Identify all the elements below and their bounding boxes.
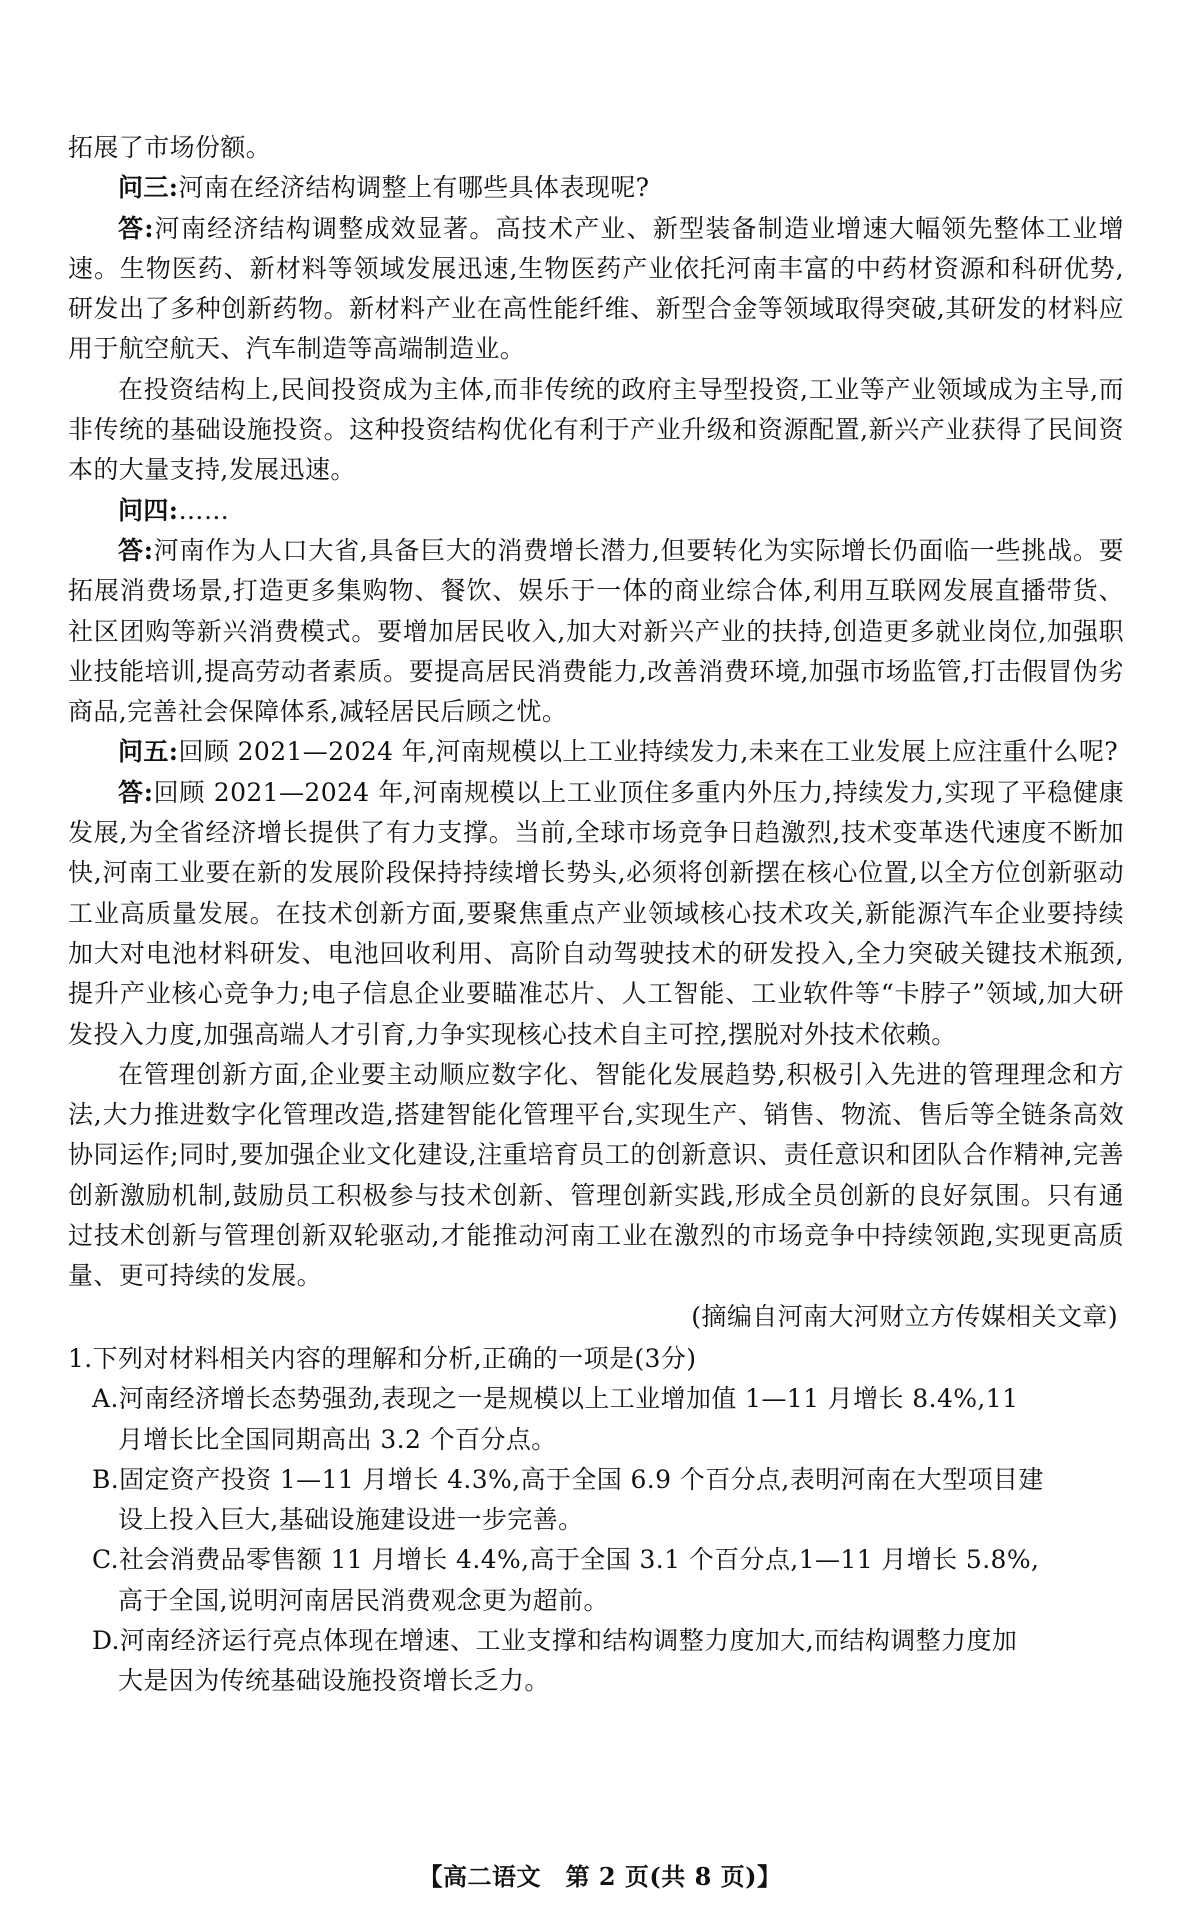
answer-five-label: 答: — [118, 777, 154, 807]
answer-three-label: 答: — [118, 213, 154, 243]
option-c — [68, 1540, 1124, 1621]
option-b-line2: 设上投入巨大,基础设施建设进一步完善。 — [118, 1505, 584, 1535]
article-body — [68, 128, 1124, 1702]
question-three — [68, 168, 1124, 208]
question-five-text: 回顾 2021—2024 年,河南规模以上工业持续发力,未来在工业发展上应注重什么呢? — [178, 737, 1119, 767]
question-four-text: …… — [178, 495, 230, 525]
option-b-line1: B.固定资产投资 1—11 月增长 4.3%,高于全国 6.9 个百分点,表明河南在大型项目建 — [92, 1464, 1044, 1494]
answer-three — [68, 209, 1124, 370]
source-citation: (摘编自河南大河财立方传媒相关文章) — [691, 1301, 1118, 1331]
answer-three-text: 河南经济结构调整成效显著。高技术产业、新型装备制造业增速大幅领先整体工业增速。生物医药、新材料等领域发展迅速,生物医药产业依托河南丰富的中药材资源和科研优势,研发出了多种创新药物。新材料产业在高性能纤维、新型合金等领域取得突破,其研发的材料应用于航空航天、汽车制造等高端制造业。 — [68, 213, 1124, 364]
question-five-label: 问五: — [118, 737, 179, 767]
option-d-line2: 大是因为传统基础设施投资增长乏力。 — [118, 1666, 550, 1696]
page-footer: 【高二语文 第 2 页(共 8 页)】 — [418, 1862, 782, 1891]
question-four-label: 问四: — [118, 495, 179, 525]
answer-four-label: 答: — [118, 535, 154, 565]
paragraph-management: 在管理创新方面,企业要主动顺应数字化、智能化发展趋势,积极引入先进的管理理念和方法,大力推进数字化管理改造,搭建智能化管理平台,实现生产、销售、物流、售后等全链条高效协同运作;同时,要加强企业文化建设,注重培育员工的创新意识、责任意识和团队合作精神,完善创新激励机制,鼓励员工积极参与技术创新、管理创新实践,形成全员创新的良好氛围。只有通过技术创新与管理创新双轮驱动,才能推动河南工业在激烈的市场竞争中持续领跑,实现更高质量、更可持续的发展。 — [68, 1059, 1124, 1291]
answer-five-text: 回顾 2021—2024 年,河南规模以上工业顶住多重内外压力,持续发力,实现了平稳健康发展,为全省经济增长提供了有力支撑。当前,全球市场竞争日趋激烈,技术变革迭代速度不断加快,河南工业要在新的发展阶段保持持续增长势头,必须将创新摆在核心位置,以全方位创新驱动工业高质量发展。在技术创新方面,要聚焦重点产业领域核心技术攻关,新能源汽车企业要持续加大对电池材料研发、电池回收利用、高阶自动驾驶技术的研发投入,全力突破关键技术瓶颈,提升产业核心竞争力;电子信息企业要瞄准芯片、人工智能、工业软件等“卡脖子”领域,加大研发投入力度,加强高端人才引育,力争实现核心技术自主可控,摆脱对外技术依赖。 — [68, 777, 1125, 1049]
option-a-line2: 月增长比全国同期高出 3.2 个百分点。 — [118, 1424, 557, 1454]
answer-four — [68, 531, 1124, 732]
answer-four-text: 河南作为人口大省,具备巨大的消费增长潜力,但要转化为实际增长仍面临一些挑战。要拓展消费场景,打造更多集购物、餐饮、娱乐于一体的商业综合体,利用互联网发展直播带货、社区团购等新兴消费模式。要增加居民收入,加大对新兴产业的扶持,创造更多就业岗位,加强职业技能培训,提高劳动者素质。要提高居民消费能力,改善消费环境,加强市场监管,打击假冒伪劣商品,完善社会保障体系,减轻居民后顾之忧。 — [68, 535, 1124, 727]
question-five — [68, 732, 1124, 772]
option-d — [68, 1621, 1124, 1702]
option-a-line1: A.河南经济增长态势强劲,表现之一是规模以上工业增加值 1—11 月增长 8.4%,11 — [92, 1384, 1019, 1414]
question-four — [68, 491, 1124, 531]
option-a — [68, 1379, 1124, 1460]
paragraph-continuation: 拓展了市场份额。 — [68, 133, 272, 162]
question-stem: 1.下列对材料相关内容的理解和分析,正确的一项是(3分) — [68, 1343, 697, 1373]
answer-five — [68, 773, 1124, 1055]
question-three-label: 问三: — [118, 173, 179, 203]
paragraph-investment: 在投资结构上,民间投资成为主体,而非传统的政府主导型投资,工业等产业领域成为主导,而非传统的基础设施投资。这种投资结构优化有利于产业升级和资源配置,新兴产业获得了民间资本的大量支持,发展迅速。 — [68, 374, 1124, 485]
option-c-line2: 高于全国,说明河南居民消费观念更为超前。 — [118, 1585, 609, 1615]
option-c-line1: C.社会消费品零售额 11 月增长 4.4%,高于全国 3.1 个百分点,1—11 月增长 5.8%, — [92, 1545, 1040, 1575]
option-b — [68, 1460, 1124, 1541]
question-three-text: 河南在经济结构调整上有哪些具体表现呢? — [178, 173, 650, 203]
option-d-line1: D.河南经济运行亮点体现在增速、工业支撑和结构调整力度加大,而结构调整力度加 — [92, 1625, 1018, 1655]
